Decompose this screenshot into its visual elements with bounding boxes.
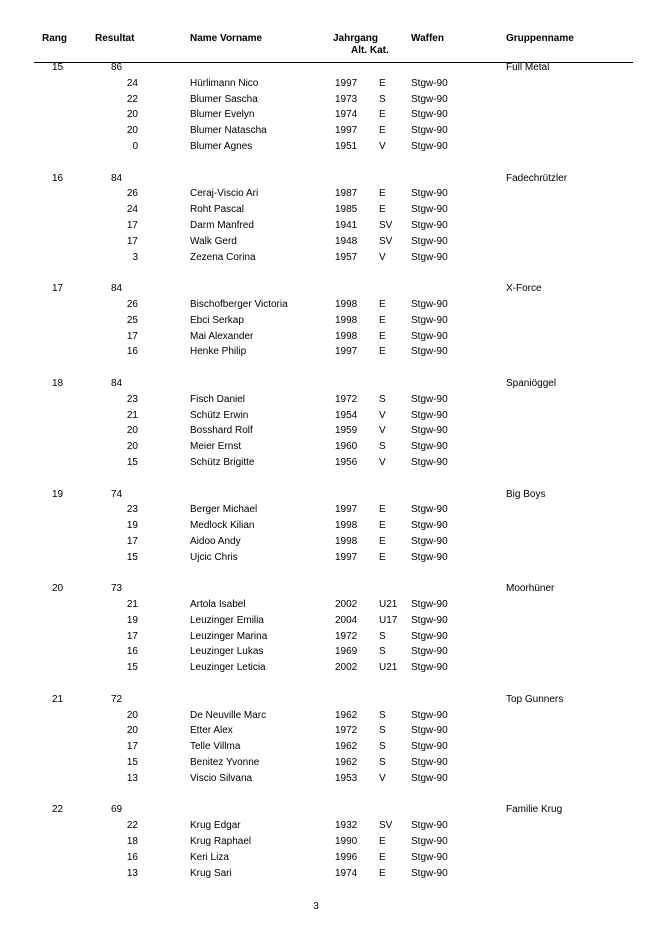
member-year: 1998 bbox=[335, 520, 358, 532]
member-name: Berger Michael bbox=[190, 504, 258, 516]
member-row bbox=[0, 552, 664, 568]
member-points: 17 bbox=[126, 535, 138, 547]
member-weapon: Stgw-90 bbox=[411, 551, 448, 563]
member-row bbox=[0, 109, 664, 125]
member-points: 18 bbox=[126, 836, 138, 848]
member-row bbox=[0, 346, 664, 362]
member-name: Krug Sari bbox=[190, 867, 232, 879]
member-year: 1973 bbox=[335, 93, 358, 105]
member-weapon: Stgw-90 bbox=[411, 219, 448, 231]
member-points: 13 bbox=[126, 867, 138, 879]
group-spacer bbox=[0, 473, 664, 489]
group-row bbox=[0, 283, 664, 299]
group-rank: 20 bbox=[52, 583, 64, 595]
member-name: Walk Gerd bbox=[190, 235, 237, 247]
member-points: 15 bbox=[126, 456, 138, 468]
member-category: E bbox=[379, 520, 386, 532]
member-weapon: Stgw-90 bbox=[411, 851, 448, 863]
member-category: E bbox=[379, 298, 386, 310]
group-name: Top Gunners bbox=[506, 693, 564, 705]
member-weapon: Stgw-90 bbox=[411, 188, 448, 200]
member-points: 15 bbox=[126, 551, 138, 563]
member-year: 1962 bbox=[335, 757, 358, 769]
member-points: 21 bbox=[126, 599, 138, 611]
member-row bbox=[0, 236, 664, 252]
member-category: E bbox=[379, 346, 386, 358]
member-weapon: Stgw-90 bbox=[411, 204, 448, 216]
member-category: E bbox=[379, 504, 386, 516]
member-points: 15 bbox=[126, 662, 138, 674]
member-year: 1997 bbox=[335, 504, 358, 516]
group-block bbox=[0, 378, 664, 489]
member-category: V bbox=[379, 251, 386, 263]
member-points: 21 bbox=[126, 409, 138, 421]
member-weapon: Stgw-90 bbox=[411, 662, 448, 674]
member-row bbox=[0, 741, 664, 757]
member-weapon: Stgw-90 bbox=[411, 599, 448, 611]
member-weapon: Stgw-90 bbox=[411, 109, 448, 121]
member-weapon: Stgw-90 bbox=[411, 630, 448, 642]
member-points: 26 bbox=[126, 188, 138, 200]
member-category: E bbox=[379, 330, 386, 342]
member-name: Ebci Serkap bbox=[190, 314, 244, 326]
member-points: 15 bbox=[126, 757, 138, 769]
member-points: 16 bbox=[126, 646, 138, 658]
member-name: Mai Alexander bbox=[190, 330, 254, 342]
member-points: 13 bbox=[126, 772, 138, 784]
member-category: U21 bbox=[379, 599, 398, 611]
member-name: Krug Raphael bbox=[190, 836, 252, 848]
member-points: 22 bbox=[126, 93, 138, 105]
member-points: 24 bbox=[126, 77, 138, 89]
group-row bbox=[0, 378, 664, 394]
member-name: Blumer Evelyn bbox=[190, 109, 255, 121]
group-rank: 21 bbox=[52, 693, 64, 705]
group-name: Spaniöggel bbox=[506, 377, 557, 389]
member-points: 17 bbox=[126, 330, 138, 342]
member-points: 20 bbox=[126, 125, 138, 137]
member-name: Benitez Yvonne bbox=[190, 757, 260, 769]
group-name: Familie Krug bbox=[506, 804, 563, 816]
member-year: 1998 bbox=[335, 298, 358, 310]
member-category: S bbox=[379, 757, 386, 769]
group-result: 72 bbox=[111, 693, 123, 705]
member-name: Roht Pascal bbox=[190, 204, 244, 216]
member-name: Blumer Natascha bbox=[190, 125, 267, 137]
group-result: 73 bbox=[111, 583, 123, 595]
member-weapon: Stgw-90 bbox=[411, 520, 448, 532]
group-spacer bbox=[0, 568, 664, 584]
member-category: E bbox=[379, 551, 386, 563]
member-weapon: Stgw-90 bbox=[411, 820, 448, 832]
member-name: Schütz Brigitte bbox=[190, 456, 255, 468]
member-name: Blumer Sascha bbox=[190, 93, 258, 105]
member-category: S bbox=[379, 709, 386, 721]
member-category: V bbox=[379, 140, 386, 152]
member-row bbox=[0, 315, 664, 331]
member-category: E bbox=[379, 109, 386, 121]
member-category: S bbox=[379, 741, 386, 753]
group-name: Fadechrützler bbox=[506, 172, 568, 184]
member-category: S bbox=[379, 93, 386, 105]
group-rank: 16 bbox=[52, 172, 64, 184]
member-weapon: Stgw-90 bbox=[411, 836, 448, 848]
header-jahrgang: Jahrgang bbox=[333, 33, 379, 44]
group-block bbox=[0, 489, 664, 584]
member-year: 1997 bbox=[335, 77, 358, 89]
member-points: 20 bbox=[126, 725, 138, 737]
member-name: Krug Edgar bbox=[190, 820, 241, 832]
member-row bbox=[0, 631, 664, 647]
member-row bbox=[0, 141, 664, 157]
member-weapon: Stgw-90 bbox=[411, 140, 448, 152]
member-name: Leuzinger Emilia bbox=[190, 614, 264, 626]
member-year: 1974 bbox=[335, 109, 358, 121]
group-row bbox=[0, 583, 664, 599]
member-category: V bbox=[379, 456, 386, 468]
member-year: 1948 bbox=[335, 235, 358, 247]
member-name: Artola Isabel bbox=[190, 599, 246, 611]
group-spacer bbox=[0, 678, 664, 694]
member-row bbox=[0, 820, 664, 836]
group-spacer bbox=[0, 789, 664, 805]
member-category: V bbox=[379, 409, 386, 421]
group-result: 69 bbox=[111, 804, 123, 816]
page-number: 3 bbox=[313, 901, 319, 912]
member-year: 1956 bbox=[335, 456, 358, 468]
member-weapon: Stgw-90 bbox=[411, 504, 448, 516]
member-row bbox=[0, 599, 664, 615]
member-category: U17 bbox=[379, 614, 398, 626]
member-name: Blumer Agnes bbox=[190, 140, 253, 152]
member-row bbox=[0, 204, 664, 220]
member-points: 17 bbox=[126, 741, 138, 753]
member-points: 20 bbox=[126, 709, 138, 721]
member-name: Viscio Silvana bbox=[190, 772, 253, 784]
group-result: 84 bbox=[111, 283, 123, 295]
member-category: E bbox=[379, 836, 386, 848]
group-rank: 18 bbox=[52, 377, 64, 389]
member-category: U21 bbox=[379, 662, 398, 674]
member-weapon: Stgw-90 bbox=[411, 93, 448, 105]
member-row bbox=[0, 220, 664, 236]
member-year: 2004 bbox=[335, 614, 358, 626]
member-row bbox=[0, 425, 664, 441]
member-category: S bbox=[379, 646, 386, 658]
member-year: 1972 bbox=[335, 393, 358, 405]
member-weapon: Stgw-90 bbox=[411, 456, 448, 468]
member-row bbox=[0, 710, 664, 726]
member-name: Bischofberger Victoria bbox=[190, 298, 288, 310]
group-block bbox=[0, 694, 664, 805]
group-block bbox=[0, 804, 664, 883]
group-row bbox=[0, 694, 664, 710]
member-points: 22 bbox=[126, 820, 138, 832]
group-result: 86 bbox=[111, 62, 123, 73]
member-category: S bbox=[379, 725, 386, 737]
member-row bbox=[0, 299, 664, 315]
member-name: Bosshard Rolf bbox=[190, 425, 253, 437]
member-row bbox=[0, 410, 664, 426]
member-year: 1998 bbox=[335, 314, 358, 326]
member-row bbox=[0, 773, 664, 789]
member-row bbox=[0, 836, 664, 852]
group-row bbox=[0, 804, 664, 820]
member-points: 19 bbox=[126, 614, 138, 626]
group-result: 84 bbox=[111, 377, 123, 389]
member-points: 17 bbox=[126, 630, 138, 642]
group-row bbox=[0, 173, 664, 189]
member-row bbox=[0, 394, 664, 410]
member-row bbox=[0, 504, 664, 520]
member-category: V bbox=[379, 772, 386, 784]
member-year: 1990 bbox=[335, 836, 358, 848]
member-year: 1997 bbox=[335, 346, 358, 358]
member-category: E bbox=[379, 314, 386, 326]
member-row bbox=[0, 94, 664, 110]
member-points: 16 bbox=[126, 346, 138, 358]
group-result: 84 bbox=[111, 172, 123, 184]
member-name: Ceraj-Viscio Ari bbox=[190, 188, 259, 200]
member-year: 1974 bbox=[335, 867, 358, 879]
group-name: Moorhüner bbox=[506, 583, 555, 595]
group-rank: 17 bbox=[52, 283, 64, 295]
member-year: 1997 bbox=[335, 125, 358, 137]
header-altkat: Alt. Kat. bbox=[351, 45, 389, 56]
member-year: 1996 bbox=[335, 851, 358, 863]
member-row bbox=[0, 536, 664, 552]
member-weapon: Stgw-90 bbox=[411, 425, 448, 437]
member-year: 1957 bbox=[335, 251, 358, 263]
member-year: 1951 bbox=[335, 140, 358, 152]
member-row bbox=[0, 125, 664, 141]
member-weapon: Stgw-90 bbox=[411, 535, 448, 547]
member-weapon: Stgw-90 bbox=[411, 757, 448, 769]
member-year: 1953 bbox=[335, 772, 358, 784]
member-name: Hürlimann Nico bbox=[190, 77, 259, 89]
member-year: 1962 bbox=[335, 709, 358, 721]
group-spacer bbox=[0, 157, 664, 173]
header-gruppenname: Gruppenname bbox=[506, 33, 574, 44]
member-year: 1998 bbox=[335, 330, 358, 342]
member-category: E bbox=[379, 535, 386, 547]
member-category: S bbox=[379, 441, 386, 453]
member-year: 1972 bbox=[335, 725, 358, 737]
header-name: Name Vorname bbox=[190, 33, 263, 44]
group-rank: 22 bbox=[52, 804, 64, 816]
member-weapon: Stgw-90 bbox=[411, 393, 448, 405]
member-points: 24 bbox=[126, 204, 138, 216]
member-weapon: Stgw-90 bbox=[411, 441, 448, 453]
member-name: Medlock Kilian bbox=[190, 520, 255, 532]
member-name: Fisch Daniel bbox=[190, 393, 246, 405]
member-row bbox=[0, 852, 664, 868]
member-points: 17 bbox=[126, 219, 138, 231]
member-category: E bbox=[379, 125, 386, 137]
header-rang: Rang bbox=[42, 33, 67, 44]
member-category: SV bbox=[379, 820, 393, 832]
member-category: E bbox=[379, 77, 386, 89]
header-waffen: Waffen bbox=[411, 33, 444, 44]
group-block bbox=[0, 283, 664, 378]
group-block bbox=[0, 62, 664, 173]
member-row bbox=[0, 520, 664, 536]
group-name: X-Force bbox=[506, 283, 542, 295]
member-category: S bbox=[379, 630, 386, 642]
member-year: 1941 bbox=[335, 219, 358, 231]
group-block bbox=[0, 583, 664, 694]
member-year: 1969 bbox=[335, 646, 358, 658]
member-name: Ujcic Chris bbox=[190, 551, 238, 563]
member-category: S bbox=[379, 393, 386, 405]
group-rank: 15 bbox=[52, 62, 64, 73]
member-year: 1997 bbox=[335, 551, 358, 563]
member-row bbox=[0, 78, 664, 94]
member-row bbox=[0, 441, 664, 457]
member-name: Leuzinger Lukas bbox=[190, 646, 264, 658]
group-rank: 19 bbox=[52, 488, 64, 500]
member-year: 1985 bbox=[335, 204, 358, 216]
member-name: Telle Villma bbox=[190, 741, 241, 753]
member-points: 26 bbox=[126, 298, 138, 310]
member-points: 16 bbox=[126, 851, 138, 863]
member-name: Henke Philip bbox=[190, 346, 247, 358]
member-name: Zezena Corina bbox=[190, 251, 256, 263]
group-result: 74 bbox=[111, 488, 123, 500]
member-points: 20 bbox=[126, 425, 138, 437]
member-points: 23 bbox=[126, 504, 138, 516]
member-weapon: Stgw-90 bbox=[411, 314, 448, 326]
member-year: 1987 bbox=[335, 188, 358, 200]
member-weapon: Stgw-90 bbox=[411, 709, 448, 721]
member-weapon: Stgw-90 bbox=[411, 235, 448, 247]
member-year: 1959 bbox=[335, 425, 358, 437]
member-name: Aidoo Andy bbox=[190, 535, 241, 547]
group-spacer bbox=[0, 362, 664, 378]
member-year: 1932 bbox=[335, 820, 358, 832]
member-weapon: Stgw-90 bbox=[411, 646, 448, 658]
member-weapon: Stgw-90 bbox=[411, 346, 448, 358]
member-row bbox=[0, 646, 664, 662]
member-weapon: Stgw-90 bbox=[411, 867, 448, 879]
member-row bbox=[0, 868, 664, 884]
header-resultat: Resultat bbox=[95, 33, 135, 44]
member-year: 1960 bbox=[335, 441, 358, 453]
member-year: 2002 bbox=[335, 599, 358, 611]
member-year: 1954 bbox=[335, 409, 358, 421]
member-points: 0 bbox=[132, 140, 138, 152]
member-weapon: Stgw-90 bbox=[411, 77, 448, 89]
member-category: SV bbox=[379, 219, 393, 231]
member-row bbox=[0, 615, 664, 631]
member-row bbox=[0, 331, 664, 347]
member-weapon: Stgw-90 bbox=[411, 772, 448, 784]
member-name: Schütz Erwin bbox=[190, 409, 249, 421]
member-weapon: Stgw-90 bbox=[411, 298, 448, 310]
member-points: 19 bbox=[126, 520, 138, 532]
member-name: Meier Ernst bbox=[190, 441, 242, 453]
member-year: 1962 bbox=[335, 741, 358, 753]
member-weapon: Stgw-90 bbox=[411, 330, 448, 342]
member-name: Keri Liza bbox=[190, 851, 229, 863]
member-row bbox=[0, 457, 664, 473]
group-name: Big Boys bbox=[506, 488, 546, 500]
member-row bbox=[0, 188, 664, 204]
member-category: E bbox=[379, 851, 386, 863]
group-row bbox=[0, 62, 664, 78]
member-weapon: Stgw-90 bbox=[411, 614, 448, 626]
group-block bbox=[0, 173, 664, 284]
member-category: E bbox=[379, 204, 386, 216]
results-list bbox=[0, 62, 664, 883]
member-category: E bbox=[379, 188, 386, 200]
member-year: 2002 bbox=[335, 662, 358, 674]
member-weapon: Stgw-90 bbox=[411, 725, 448, 737]
member-points: 23 bbox=[126, 393, 138, 405]
group-row bbox=[0, 489, 664, 505]
member-points: 20 bbox=[126, 109, 138, 121]
member-year: 1998 bbox=[335, 535, 358, 547]
member-row bbox=[0, 725, 664, 741]
member-weapon: Stgw-90 bbox=[411, 741, 448, 753]
member-name: Etter Alex bbox=[190, 725, 233, 737]
member-name: Darm Manfred bbox=[190, 219, 254, 231]
member-row bbox=[0, 662, 664, 678]
member-row bbox=[0, 757, 664, 773]
member-name: Leuzinger Marina bbox=[190, 630, 268, 642]
member-category: E bbox=[379, 867, 386, 879]
member-name: Leuzinger Leticia bbox=[190, 662, 266, 674]
member-points: 25 bbox=[126, 314, 138, 326]
member-weapon: Stgw-90 bbox=[411, 125, 448, 137]
member-name: De Neuville Marc bbox=[190, 709, 267, 721]
member-weapon: Stgw-90 bbox=[411, 409, 448, 421]
member-category: V bbox=[379, 425, 386, 437]
member-points: 20 bbox=[126, 441, 138, 453]
group-name: Full Metal bbox=[506, 62, 550, 73]
member-points: 17 bbox=[126, 235, 138, 247]
member-category: SV bbox=[379, 235, 393, 247]
member-year: 1972 bbox=[335, 630, 358, 642]
member-row bbox=[0, 252, 664, 268]
group-spacer bbox=[0, 267, 664, 283]
member-points: 3 bbox=[132, 251, 138, 263]
member-weapon: Stgw-90 bbox=[411, 251, 448, 263]
